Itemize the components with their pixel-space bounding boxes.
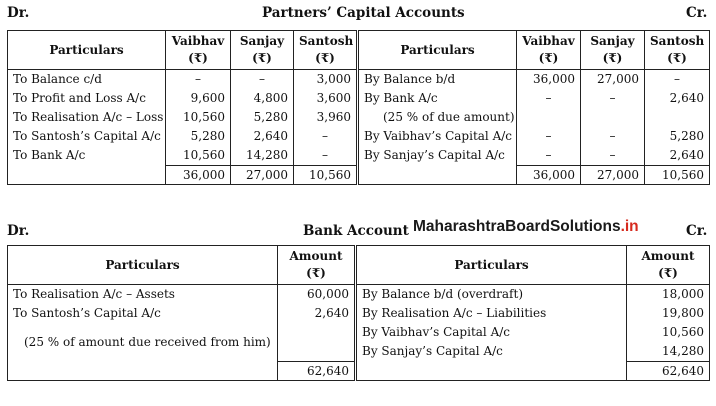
capital-header-row — [8, 31, 710, 70]
particular-cell: To Profit and Loss A/c — [8, 89, 166, 108]
table-row — [8, 127, 710, 146]
sanjay-amount: 5,280 — [231, 108, 294, 127]
sanjay-amount: 14,280 — [231, 146, 294, 166]
table-row — [8, 89, 710, 108]
table-row — [8, 285, 710, 305]
santosh-amount: – — [645, 70, 710, 90]
vaibhav-amount: 9,600 — [166, 89, 231, 108]
sanjay-amount: 4,800 — [231, 89, 294, 108]
santosh-amount: 2,640 — [645, 89, 710, 108]
bank-total-row — [8, 362, 710, 381]
col-amount-left: Amount (₹) — [278, 246, 356, 285]
santosh-total: 10,560 — [294, 166, 358, 185]
vaibhav-amount: – — [517, 146, 581, 166]
vaibhav-amount: – — [166, 70, 231, 90]
santosh-amount: – — [294, 146, 358, 166]
col-vaibhav-right: Vaibhav (₹) — [517, 31, 581, 70]
santosh-amount: 2,640 — [645, 146, 710, 166]
col-vaibhav-left: Vaibhav (₹) — [166, 31, 231, 70]
particular-cell: By Sanjay’s Capital A/c — [358, 146, 517, 166]
particular-cell: To Santosh’s Capital A/c — [8, 127, 166, 146]
table-row — [8, 304, 710, 323]
particular-cell: To Realisation A/c – Loss — [8, 108, 166, 127]
capital-total-row — [8, 166, 710, 185]
bank-total-right: 62,640 — [627, 362, 710, 381]
bank-header-row — [8, 246, 710, 285]
particular-cell: To Balance c/d — [8, 70, 166, 90]
amount-cell: 19,800 — [627, 304, 710, 323]
bank-dr-label: Dr. — [7, 223, 30, 239]
col-amount-right: Amount (₹) — [627, 246, 710, 285]
capital-account-table — [7, 30, 710, 185]
col-particulars-left: Particulars — [8, 246, 278, 285]
sanjay-amount: – — [231, 70, 294, 90]
particular-cell: By Balance b/d (overdraft) — [356, 285, 627, 305]
particular-note: (25 % of due amount) — [358, 108, 517, 127]
table-row — [8, 70, 710, 90]
table-row — [8, 323, 710, 342]
capital-cr-label: Cr. — [686, 5, 708, 21]
santosh-amount: – — [294, 127, 358, 146]
santosh-total: 10,560 — [645, 166, 710, 185]
particular-cell: By Balance b/d — [358, 70, 517, 90]
total-blank-cell — [8, 362, 278, 381]
sanjay-total: 27,000 — [581, 166, 645, 185]
particular-cell: By Vaibhav’s Capital A/c — [356, 323, 627, 342]
santosh-amount: 5,280 — [645, 127, 710, 146]
vaibhav-total: 36,000 — [517, 166, 581, 185]
site-watermark: MaharashtraBoardSolutions.in — [413, 218, 639, 235]
col-particulars-right: Particulars — [356, 246, 627, 285]
particular-cell: By Bank A/c — [358, 89, 517, 108]
vaibhav-amount: 10,560 — [166, 108, 231, 127]
amount-cell — [278, 323, 356, 362]
particular-cell: By Sanjay’s Capital A/c — [356, 342, 627, 362]
col-santosh-right: Santosh (₹) — [645, 31, 710, 70]
particular-cell: By Realisation A/c – Liabilities — [356, 304, 627, 323]
sanjay-amount: – — [581, 127, 645, 146]
santosh-amount: 3,000 — [294, 70, 358, 90]
col-santosh-left: Santosh (₹) — [294, 31, 358, 70]
amount-cell: 14,280 — [627, 342, 710, 362]
bank-cr-label: Cr. — [686, 223, 708, 239]
amount-cell: 2,640 — [278, 304, 356, 323]
particular-cell: By Vaibhav’s Capital A/c — [358, 127, 517, 146]
amount-cell: 60,000 — [278, 285, 356, 305]
col-particulars-left: Particulars — [8, 31, 166, 70]
vaibhav-amount: – — [517, 127, 581, 146]
sanjay-amount: – — [581, 89, 645, 108]
vaibhav-amount: 36,000 — [517, 70, 581, 90]
col-sanjay-left: Sanjay (₹) — [231, 31, 294, 70]
vaibhav-amount: – — [517, 89, 581, 108]
capital-dr-label: Dr. — [7, 5, 30, 21]
santosh-amount — [645, 108, 710, 127]
sanjay-amount: 2,640 — [231, 127, 294, 146]
vaibhav-amount: 10,560 — [166, 146, 231, 166]
vaibhav-total: 36,000 — [166, 166, 231, 185]
total-blank-cell — [358, 166, 517, 185]
particular-note: (25 % of amount due received from him) — [8, 323, 278, 362]
particular-cell: To Bank A/c — [8, 146, 166, 166]
amount-cell: 18,000 — [627, 285, 710, 305]
bank-title: Bank Account — [303, 223, 409, 239]
sanjay-total: 27,000 — [231, 166, 294, 185]
col-sanjay-right: Sanjay (₹) — [581, 31, 645, 70]
total-blank-cell — [8, 166, 166, 185]
particular-cell: To Santosh’s Capital A/c — [8, 304, 278, 323]
particular-cell: To Realisation A/c – Assets — [8, 285, 278, 305]
sanjay-amount — [581, 108, 645, 127]
vaibhav-amount: 5,280 — [166, 127, 231, 146]
table-row — [8, 108, 710, 127]
bank-account-table — [7, 245, 710, 381]
total-blank-cell — [356, 362, 627, 381]
table-row — [8, 146, 710, 166]
amount-cell: 10,560 — [627, 323, 710, 342]
santosh-amount: 3,960 — [294, 108, 358, 127]
bank-total-left: 62,640 — [278, 362, 356, 381]
capital-title: Partners’ Capital Accounts — [262, 5, 465, 21]
col-particulars-right: Particulars — [358, 31, 517, 70]
sanjay-amount: – — [581, 146, 645, 166]
santosh-amount: 3,600 — [294, 89, 358, 108]
sanjay-amount: 27,000 — [581, 70, 645, 90]
vaibhav-amount — [517, 108, 581, 127]
